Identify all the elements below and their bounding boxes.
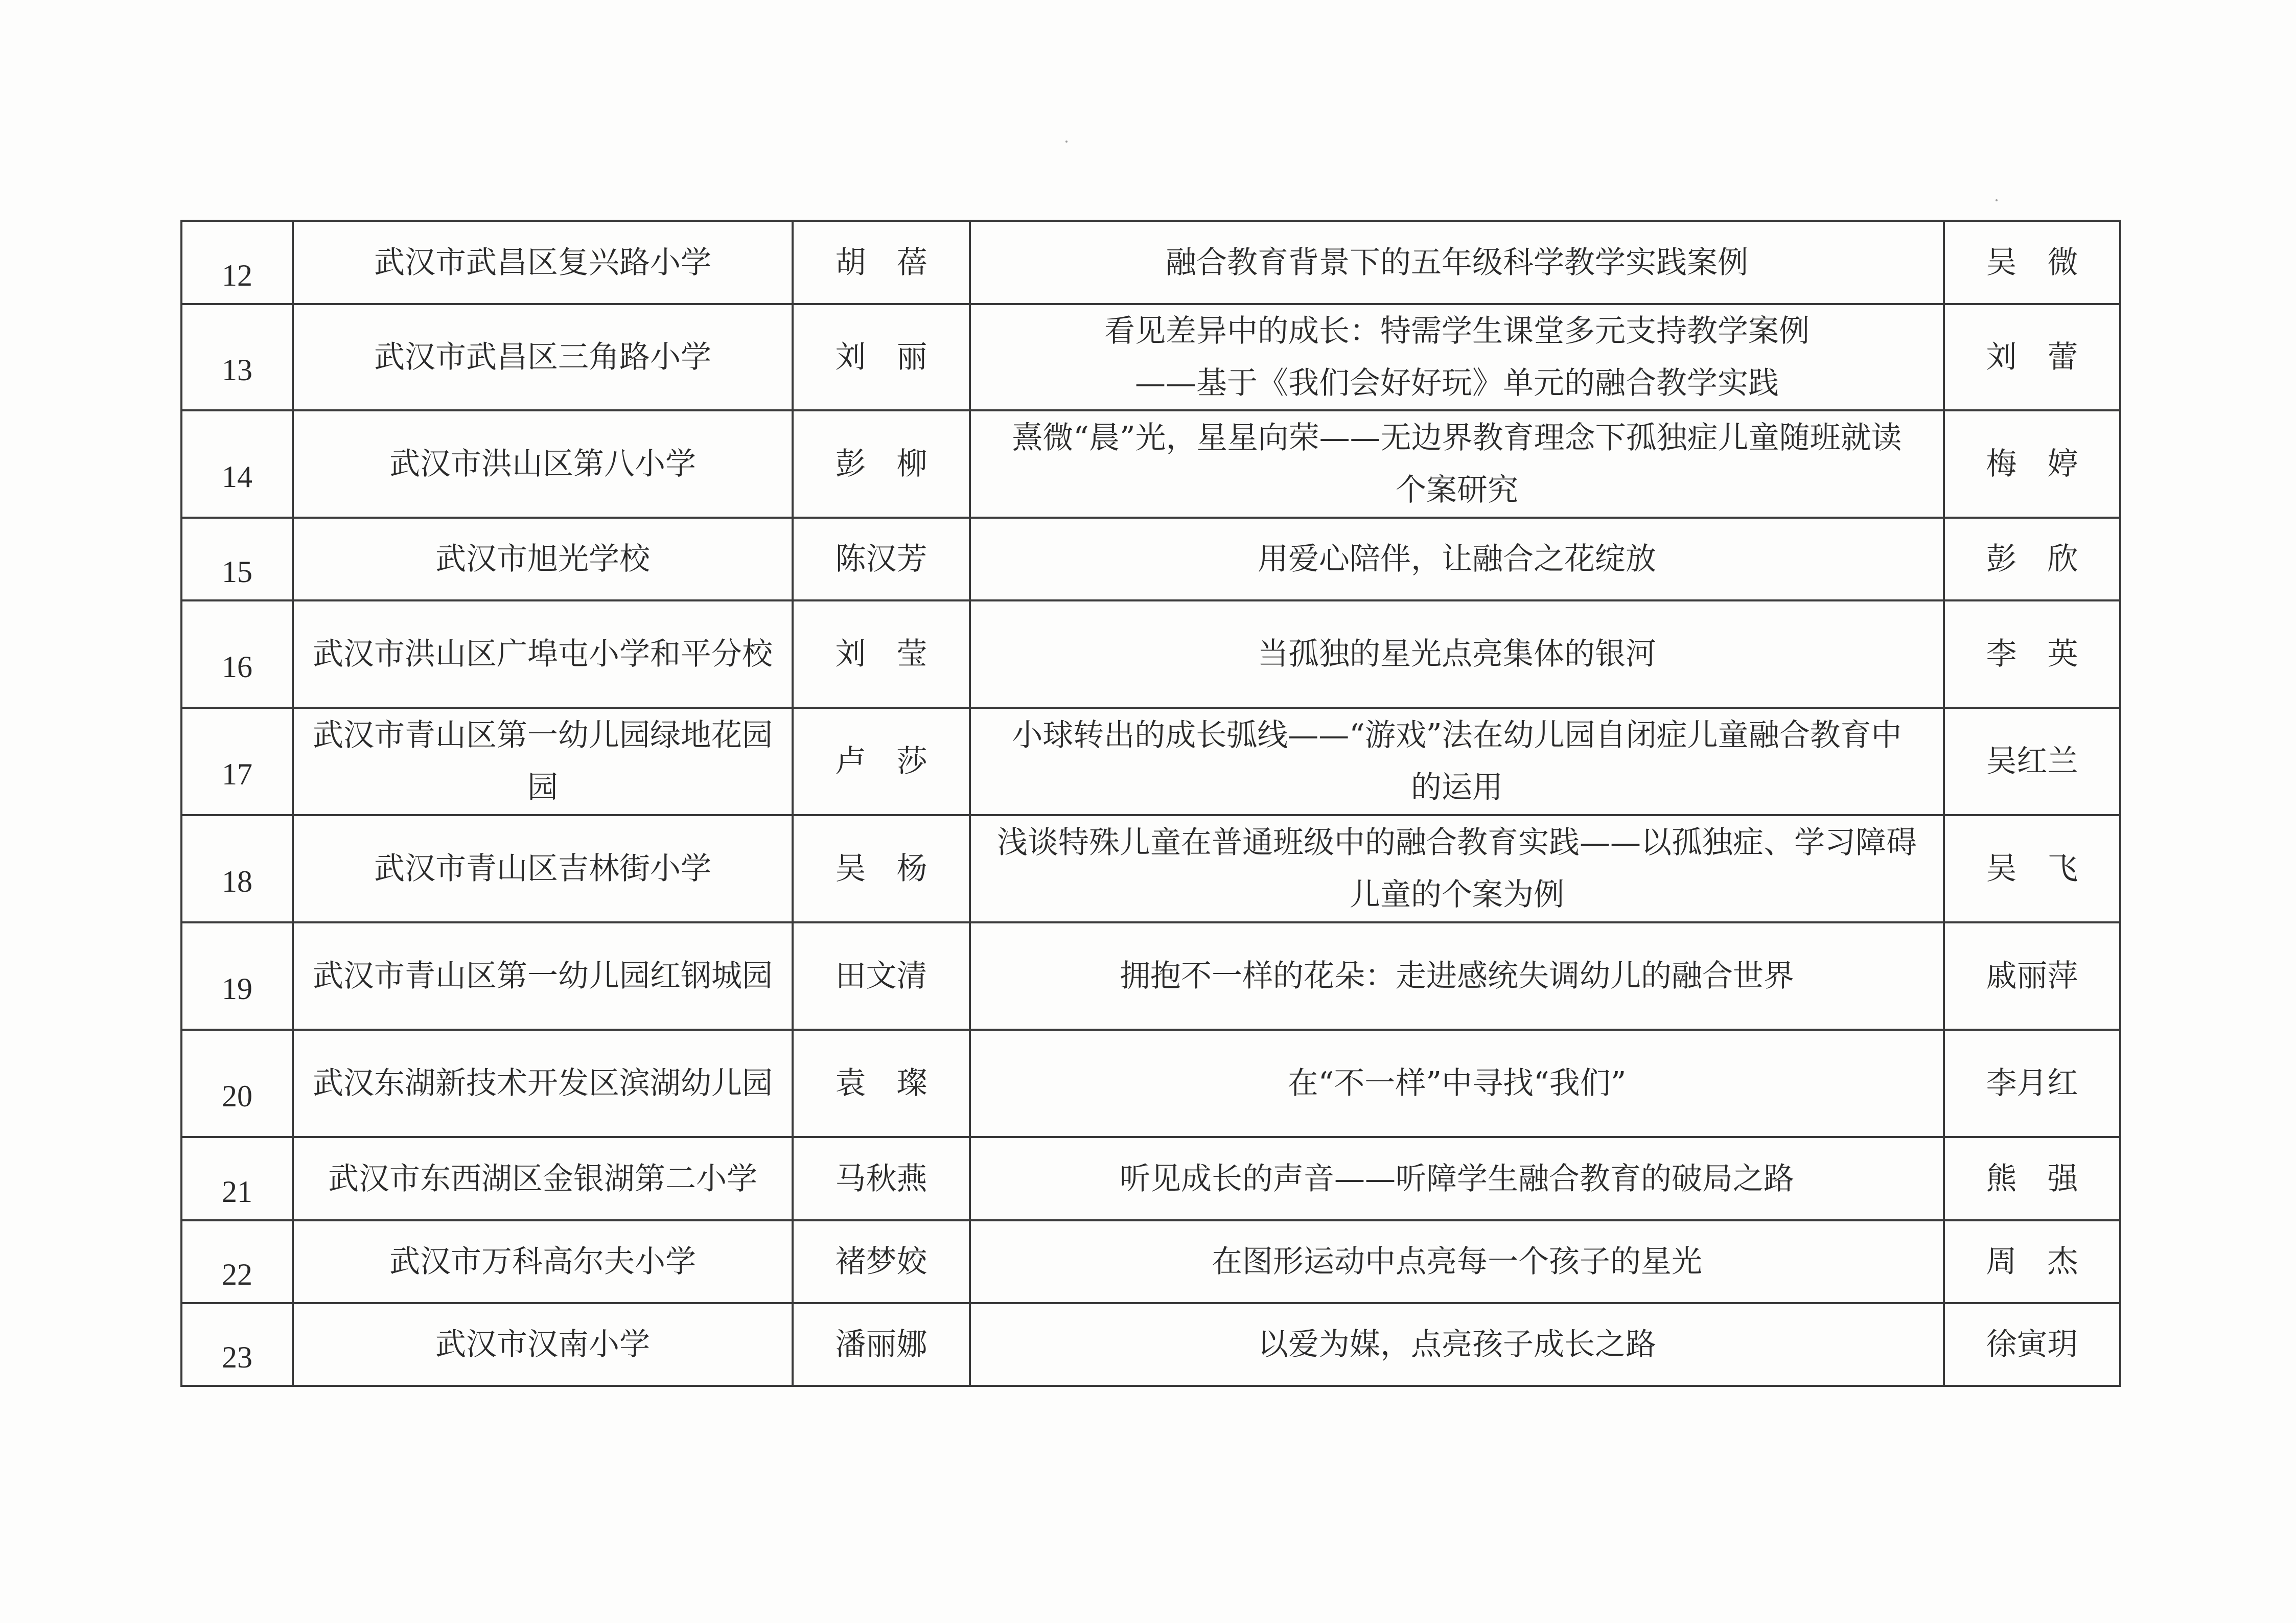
table-row [181, 815, 2120, 922]
school-cell: 武汉市东西湖区金银湖第二小学 [293, 1137, 793, 1220]
case-title-cell [970, 410, 1944, 518]
scan-speck [1996, 199, 1998, 201]
case-title-line: 在图形运动中点亮每一个孩子的星光 [1212, 1244, 1702, 1280]
case-title-cell [970, 1030, 1944, 1137]
student-name-cell: 卢 莎 [793, 708, 970, 815]
teacher-cell: 刘 蕾 [1944, 304, 2120, 410]
case-title-cell [970, 1137, 1944, 1220]
case-title-cell [970, 815, 1944, 922]
teacher-cell: 熊 强 [1944, 1137, 2120, 1220]
teacher-cell: 徐寅玥 [1944, 1303, 2120, 1386]
teacher-cell: 戚丽萍 [1944, 922, 2120, 1030]
table-row [181, 708, 2120, 815]
table-row [181, 1303, 2120, 1386]
row-number: 15 [181, 518, 293, 600]
student-name-cell: 彭 柳 [793, 410, 970, 518]
teacher-cell: 吴红兰 [1944, 708, 2120, 815]
case-title-line: 个案研究 [1396, 472, 1518, 508]
case-title-line: 在“不一样”中寻找“我们” [1287, 1065, 1627, 1101]
case-title-cell [970, 304, 1944, 410]
row-number: 17 [181, 708, 293, 815]
row-number: 18 [181, 815, 293, 922]
row-number: 13 [181, 304, 293, 410]
student-name-cell: 袁 璨 [793, 1030, 970, 1137]
case-title-cell [970, 221, 1944, 304]
school-cell: 武汉市万科高尔夫小学 [293, 1220, 793, 1303]
school-cell: 武汉市武昌区复兴路小学 [293, 221, 793, 304]
student-name-cell: 吴 杨 [793, 815, 970, 922]
row-number: 22 [181, 1220, 293, 1303]
case-title-line: 拥抱不一样的花朵：走进感统失调幼儿的融合世界 [1120, 958, 1794, 994]
table-row [181, 600, 2120, 708]
awards-table-body [181, 221, 2120, 1386]
case-title-cell [970, 600, 1944, 708]
student-name-cell: 褚梦姣 [793, 1220, 970, 1303]
student-name-cell: 田文清 [793, 922, 970, 1030]
case-title-line: 用爱心陪伴，让融合之花绽放 [1258, 541, 1656, 577]
student-name-cell: 潘丽娜 [793, 1303, 970, 1386]
row-number: 12 [181, 221, 293, 304]
student-name-cell: 刘 丽 [793, 304, 970, 410]
school-cell: 武汉市武昌区三角路小学 [293, 304, 793, 410]
school-cell: 武汉东湖新技术开发区滨湖幼儿园 [293, 1030, 793, 1137]
teacher-cell: 李 英 [1944, 600, 2120, 708]
table-row [181, 1030, 2120, 1137]
teacher-cell: 吴 微 [1944, 221, 2120, 304]
teacher-cell: 彭 欣 [1944, 518, 2120, 600]
school-cell: 武汉市青山区吉林街小学 [293, 815, 793, 922]
case-title-line: 浅谈特殊儿童在普通班级中的融合教育实践——以孤独症、学习障碍 [997, 825, 1917, 861]
case-title-line: 儿童的个案为例 [1350, 877, 1564, 913]
row-number: 14 [181, 410, 293, 518]
case-title-line: 的运用 [1411, 770, 1503, 805]
case-title-line: 看见差异中的成长：特需学生课堂多元支持教学案例 [1104, 313, 1810, 349]
row-number: 20 [181, 1030, 293, 1137]
scan-speck [1065, 141, 1068, 143]
case-title-line: 以爱为媒，点亮孩子成长之路 [1258, 1327, 1656, 1362]
teacher-cell: 李月红 [1944, 1030, 2120, 1137]
case-title-line: 当孤独的星光点亮集体的银河 [1258, 636, 1656, 672]
case-title-line: 小球转出的成长弧线——“游戏”法在幼儿园自闭症儿童融合教育中 [1012, 717, 1902, 753]
case-title-cell [970, 1220, 1944, 1303]
case-title-line: 听见成长的声音——听障学生融合教育的破局之路 [1120, 1161, 1794, 1197]
row-number: 23 [181, 1303, 293, 1386]
student-name-cell: 陈汉芳 [793, 518, 970, 600]
table-row [181, 304, 2120, 410]
case-title-line: 熹微“晨”光，星星向荣——无边界教育理念下孤独症儿童随班就读 [1012, 420, 1902, 456]
table-row [181, 1137, 2120, 1220]
table-row [181, 410, 2120, 518]
table-row [181, 922, 2120, 1030]
case-title-line: ——基于《我们会好好玩》单元的融合教学实践 [1135, 365, 1779, 401]
case-title-cell [970, 1303, 1944, 1386]
case-title-cell [970, 708, 1944, 815]
row-number: 21 [181, 1137, 293, 1220]
case-title-cell [970, 518, 1944, 600]
case-title-cell [970, 922, 1944, 1030]
school-cell: 武汉市汉南小学 [293, 1303, 793, 1386]
awards-table [180, 220, 2121, 1387]
teacher-cell: 吴 飞 [1944, 815, 2120, 922]
row-number: 19 [181, 922, 293, 1030]
school-cell: 武汉市青山区第一幼儿园绿地花园园 [293, 708, 793, 815]
student-name-cell: 马秋燕 [793, 1137, 970, 1220]
student-name-cell: 刘 莹 [793, 600, 970, 708]
school-cell: 武汉市旭光学校 [293, 518, 793, 600]
teacher-cell: 周 杰 [1944, 1220, 2120, 1303]
student-name-cell: 胡 蓓 [793, 221, 970, 304]
table-row [181, 1220, 2120, 1303]
teacher-cell: 梅 婷 [1944, 410, 2120, 518]
school-cell: 武汉市洪山区第八小学 [293, 410, 793, 518]
table-row [181, 221, 2120, 304]
table-row [181, 518, 2120, 600]
school-cell: 武汉市青山区第一幼儿园红钢城园 [293, 922, 793, 1030]
case-title-line: 融合教育背景下的五年级科学教学实践案例 [1166, 244, 1748, 281]
school-cell: 武汉市洪山区广埠屯小学和平分校 [293, 600, 793, 708]
row-number: 16 [181, 600, 293, 708]
